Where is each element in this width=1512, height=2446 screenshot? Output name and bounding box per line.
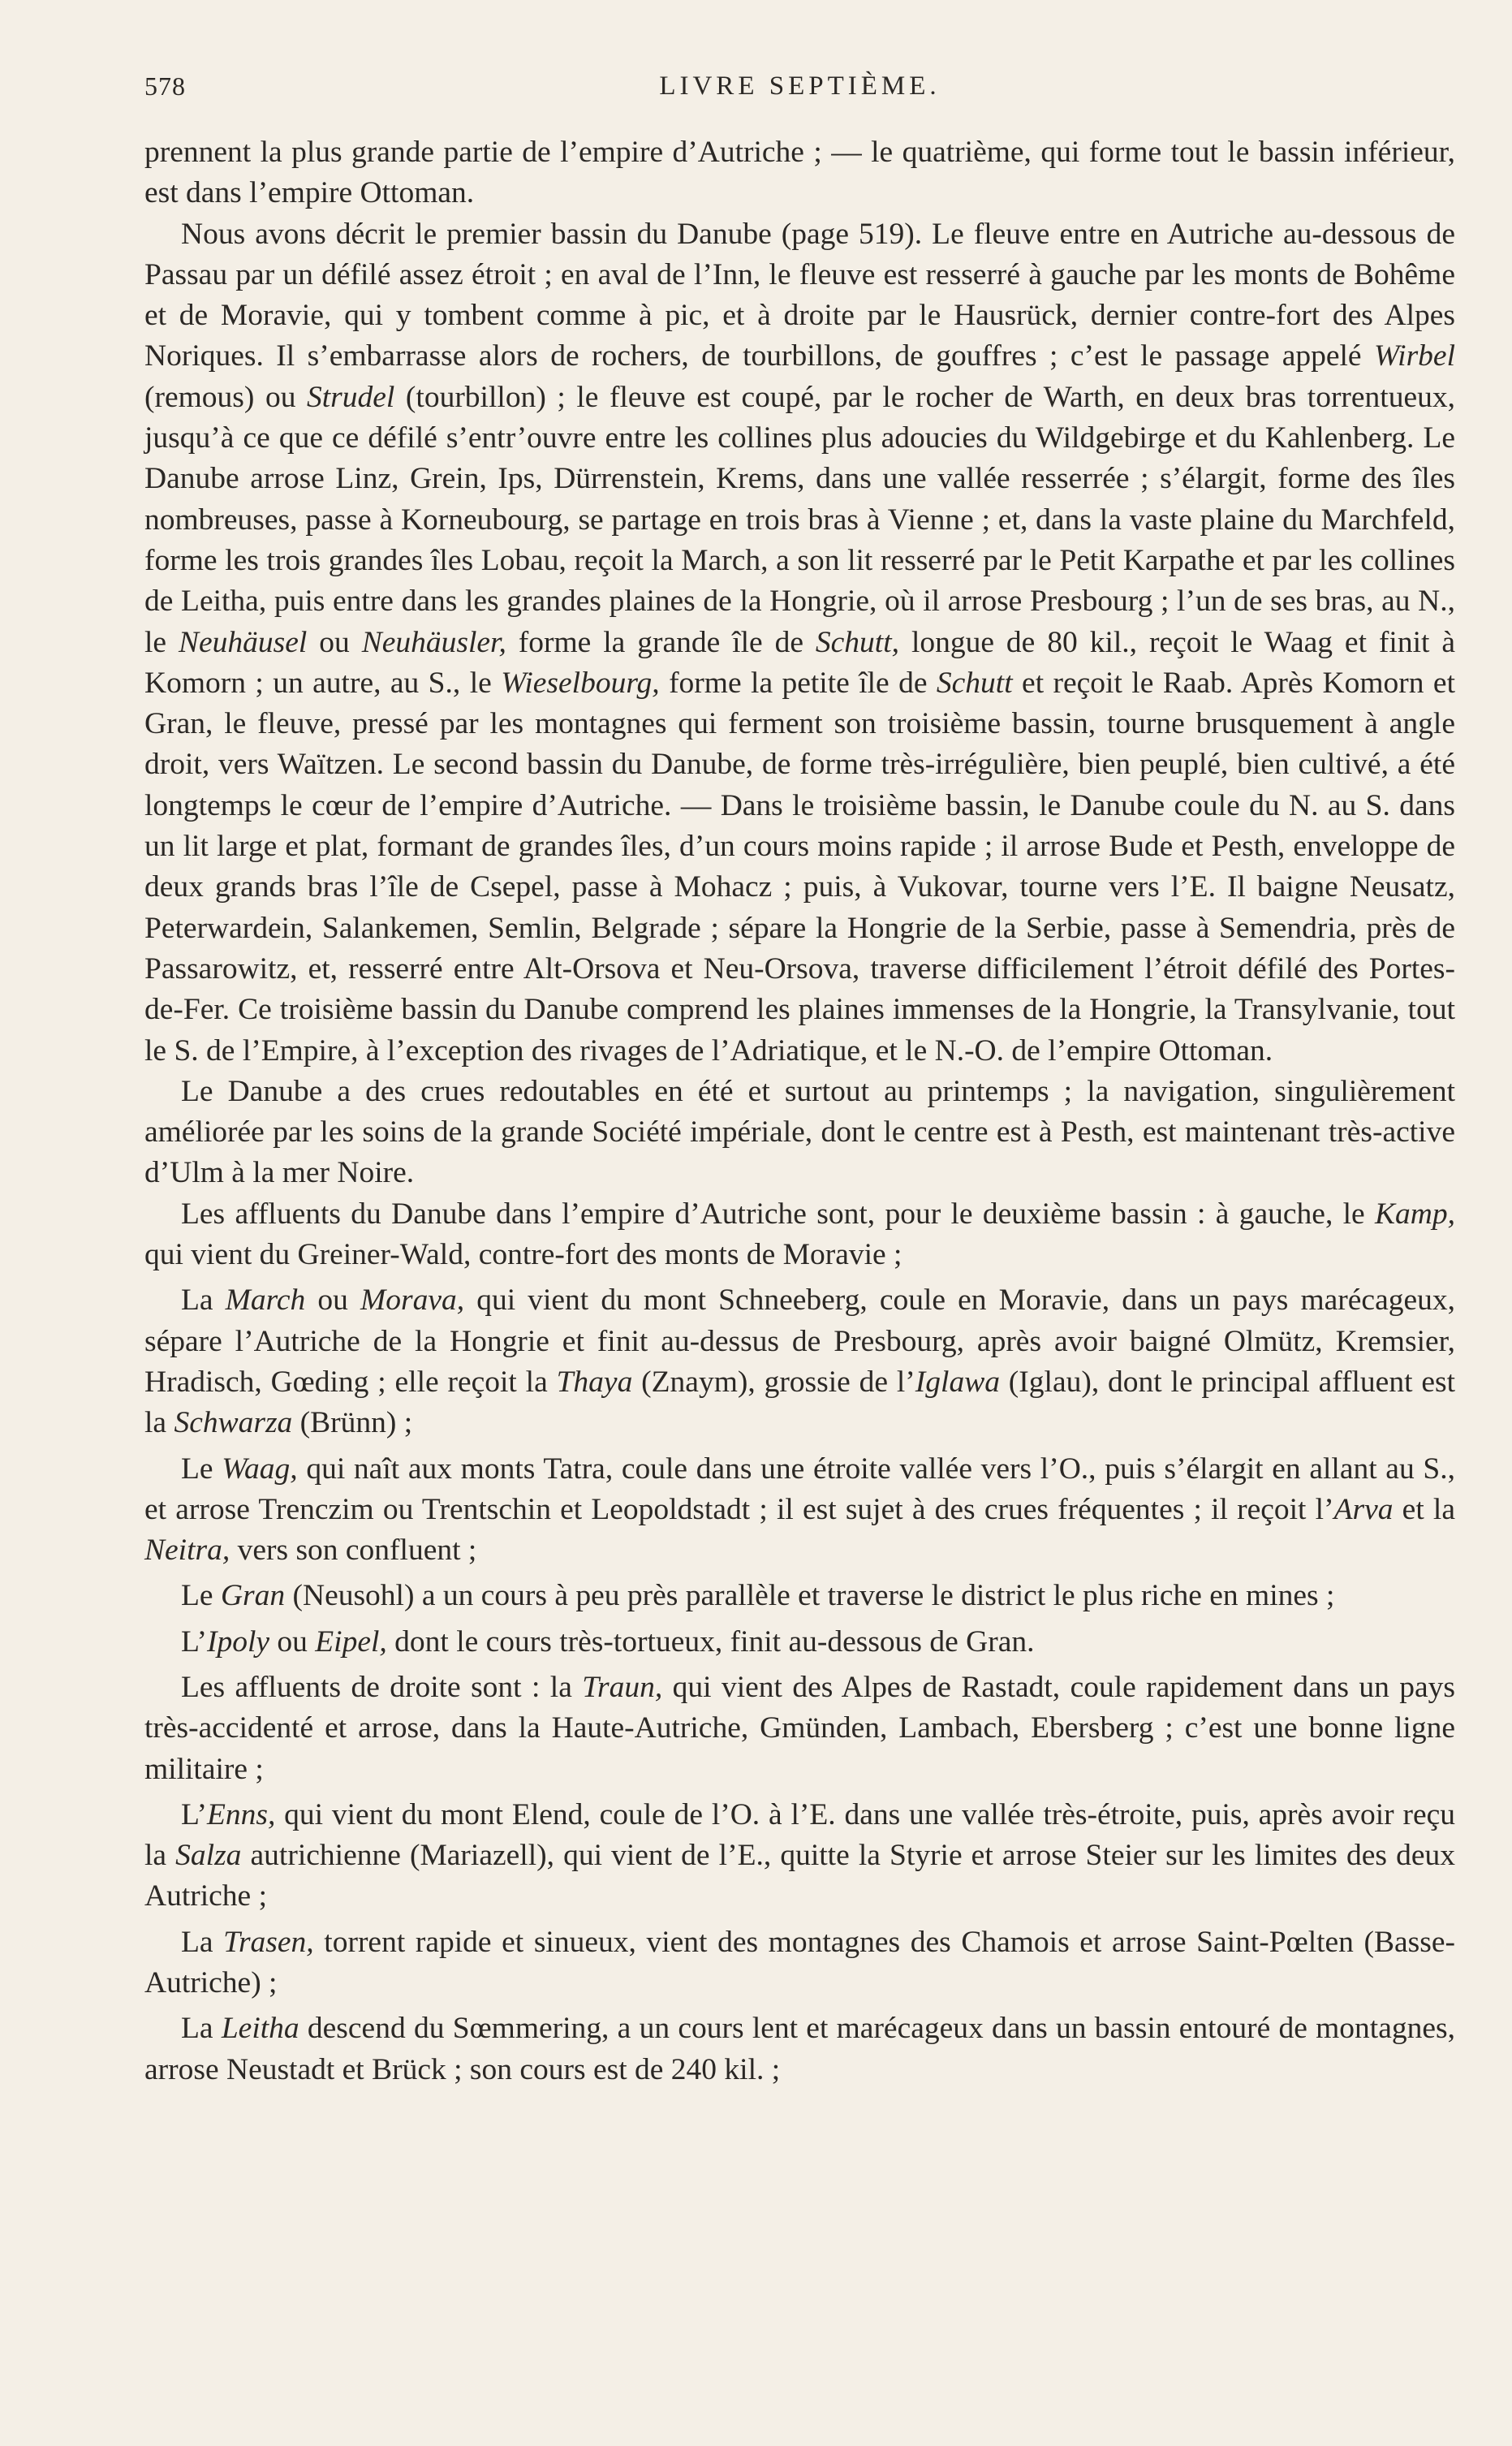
paragraph: prennent la plus grande partie de l’empire d’Autriche ; — le quatrième, qui forme tout le bassin inférieur, est dans l’empire Ottoman. [144,136,1455,210]
paragraph: Les affluents de droite sont : la Traun, qui vient des Alpes de Rastadt, coule rapidement dans un pays très-accidenté et arrose, dans la Haute-Autriche, Gmünden, Lambach, Ebersberg ; c’est une bonne ligne militaire ; [144,1670,1455,1786]
paragraph: La March ou Morava, qui vient du mont Schneeberg, coule en Moravie, dans un pays marécageux, sépare l’Autriche de la Hongrie et finit au-dessus de Presbourg, après avoir baigné Olmütz, Kremsier, Hradisch, Gœding ; elle reçoit la Thaya (Znaym), grossie de l’Iglawa (Iglau), dont le principal affluent est la Schwarza (Brünn) ; [144,1283,1455,1440]
paragraph: Le Danube a des crues redoutables en été et surtout au printemps ; la navigation, singulièrement améliorée par les soins de la grande Société impériale, dont le centre est à Pesth, est maintenant très-active d’Ulm à la mer Noire. [144,1074,1455,1190]
paragraph: Le Gran (Neusohl) a un cours à peu près parallèle et traverse le district le plus riche en mines ; [181,1579,1335,1613]
running-title: LIVRE SEPTIÈME. [659,71,941,101]
page-header [144,71,1455,120]
page-number: 578 [144,71,186,101]
paragraph: La Leitha descend du Sœmmering, a un cours lent et marécageux dans un bassin entouré de montagnes, arrose Neustadt et Brück ; son cours est de 240 kil. ; [144,2012,1455,2086]
paragraph: La Trasen, torrent rapide et sinueux, vient des montagnes des Chamois et arrose Saint-Pœlten (Basse-Autriche) ; [144,1925,1455,2000]
paragraph: Les affluents du Danube dans l’empire d’Autriche sont, pour le deuxième bassin : à gauche, le Kamp, qui vient du Greiner-Wald, contre-fort des monts de Moravie ; [144,1197,1455,1272]
paragraph: L’Enns, qui vient du mont Elend, coule de l’O. à l’E. dans une vallée très-étroite, puis, après avoir reçu la Salza autrichienne (Mariazell), qui vient de l’E., quitte la Styrie et arrose Steier sur les limites des deux Autriche ; [144,1797,1455,1913]
body-text [144,132,1455,2090]
paragraph: Le Waag, qui naît aux monts Tatra, coule dans une étroite vallée vers l’O., puis s’élargit en allant au S., et arrose Trenczim ou Trentschin et Leopoldstadt ; il est sujet à des crues fréquentes ; il reçoit l’Arva et la Neitra, vers son confluent ; [144,1452,1455,1568]
paragraph: L’Ipoly ou Eipel, dont le cours très-tortueux, finit au-dessous de Gran. [181,1624,1035,1659]
paragraph: Nous avons décrit le premier bassin du Danube (page 519). Le fleuve entre en Autriche au-dessous de Passau par un défilé assez étroit ; en aval de l’Inn, le fleuve est resserré à gauche par les monts de Bohême et de Moravie, qui y tombent comme à pic, et à droite par le Hausrück, dernier contre-fort des Alpes Noriques. Il s’embarrasse alors de rochers, de tourbillons, de gouffres ; c’est le passage appelé Wirbel (remous) ou Strudel (tourbillon) ; le fleuve est coupé, par le rocher de Warth, en deux bras torrentueux, jusqu’à ce que ce défilé s’entr’ouvre entre les collines plus adoucies du Wildgebirge et du Kahlenberg. Le Danube arrose Linz, Grein, Ips, Dürrenstein, Krems, dans une vallée resserrée ; s’élargit, forme des îles nombreuses, passe à Korneubourg, se partage en trois bras à Vienne ; et, dans la vaste plaine du Marchfeld, forme les trois grandes îles Lobau, reçoit la March, a son lit resserré par le Petit Karpathe et par les collines de Leitha, puis entre dans les grandes plaines de la Hongrie, où il arrose Presbourg ; l’un de ses bras, au N., le Neuhäusel ou Neuhäusler, forme la grande île de Schutt, longue de 80 kil., reçoit le Waag et finit à Komorn ; un autre, au S., le Wieselbourg, forme la petite île de Schutt et reçoit le Raab. Après Komorn et Gran, le fleuve, pressé par les montagnes qui ferment son troisième bassin, tourne brusquement à angle droit, vers Waïtzen. Le second bassin du Danube, de forme très-irrégulière, bien peuplé, bien cultivé, a été longtemps le cœur de l’empire d’Autriche. — Dans le troisième bassin, le Danube coule du N. au S. dans un lit large et plat, formant de grandes îles, d’un cours moins rapide ; il arrose Bude et Pesth, enveloppe de deux grands bras l’île de Csepel, passe à Mohacz ; puis, à Vukovar, tourne vers l’E. Il baigne Neusatz, Peterwardein, Salankemen, Semlin, Belgrade ; sépare la Hongrie de la Serbie, passe à Semendria, près de Passarowitz, et, resserré entre Alt-Orsova et Neu-Orsova, traverse difficilement l’étroit défilé des Portes-de-Fer. Ce troisième bassin du Danube comprend les plaines immenses de la Hongrie, la Transylvanie, tout le S. de l’Empire, à l’exception des rivages de l’Adriatique, et le N.-O. de l’empire Ottoman. [144,217,1455,1068]
